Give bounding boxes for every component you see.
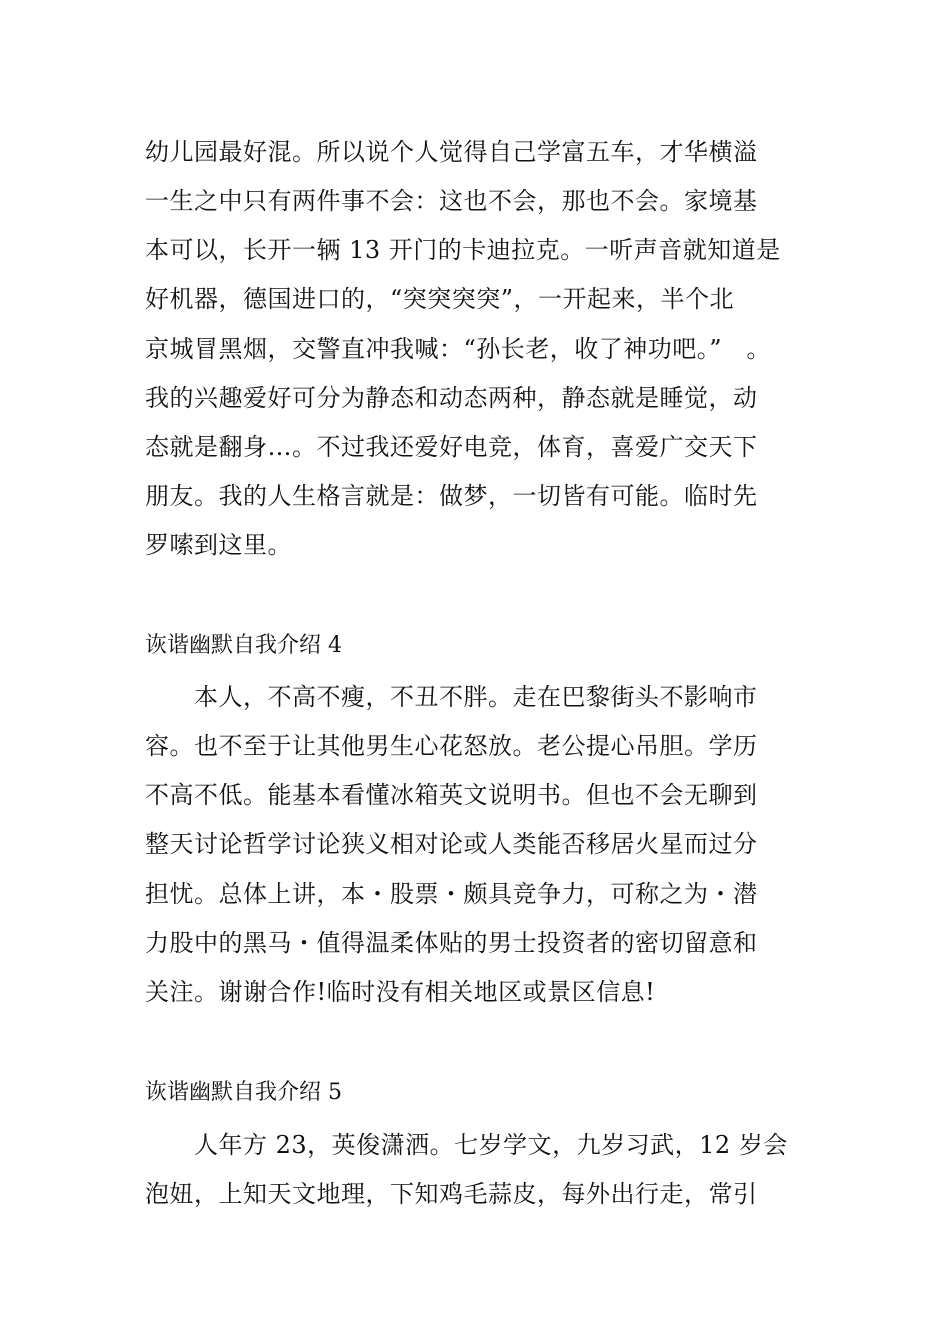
paragraph-line: 本人，不高不瘦，不丑不胖。走在巴黎街头不影响市: [145, 683, 758, 711]
paragraph-line: 本可以，长开一辆 13 开门的卡迪拉克。一听声音就知道是: [145, 236, 781, 264]
paragraph-line: 担忧。总体上讲，本・股票・颇具竞争力，可称之为・潜: [145, 880, 758, 908]
paragraph-line: 不高不低。能基本看懂冰箱英文说明书。但也不会无聊到: [145, 781, 758, 809]
paragraph-line: 容。也不至于让其他男生心花怒放。老公提心吊胆。学历: [145, 732, 758, 760]
paragraph-line: 罗嗦到这里。: [145, 531, 292, 559]
paragraph-line: 一生之中只有两件事不会：这也不会，那也不会。家境基: [145, 187, 758, 215]
paragraph-line: 关注。谢谢合作!临时没有相关地区或景区信息!: [145, 978, 656, 1006]
paragraph-line: 朋友。我的人生格言就是：做梦，一切皆有可能。临时先: [145, 482, 758, 510]
paragraph-line: 好机器，德国进口的，“突突突突”，一开起来，半个北: [145, 285, 735, 313]
paragraph-line: 我的兴趣爱好可分为静态和动态两种，静态就是睡觉，动: [145, 384, 758, 412]
paragraph-line: 力股中的黑马・值得温柔体贴的男士投资者的密切留意和: [145, 929, 758, 957]
paragraph-line: 人年方 23，英俊潇洒。七岁学文，九岁习武，12 岁会: [145, 1131, 788, 1159]
paragraph-line: 泡妞，上知天文地理，下知鸡毛蒜皮，每外出行走，常引: [145, 1180, 758, 1208]
paragraph-line: 幼儿园最好混。所以说个人觉得自己学富五车，才华横溢: [145, 138, 758, 166]
paragraph-line: 整天讨论哲学讨论狭义相对论或人类能否移居火星而过分: [145, 830, 758, 858]
paragraph-line: 态就是翻身…。不过我还爱好电竞，体育，喜爱广交天下: [145, 433, 758, 461]
section-heading: 诙谐幽默自我介绍 5: [145, 1080, 342, 1105]
paragraph-line: 京城冒黑烟，交警直冲我喊：“孙长老，收了神功吧。” 。: [145, 335, 772, 363]
section-heading: 诙谐幽默自我介绍 4: [145, 633, 342, 658]
